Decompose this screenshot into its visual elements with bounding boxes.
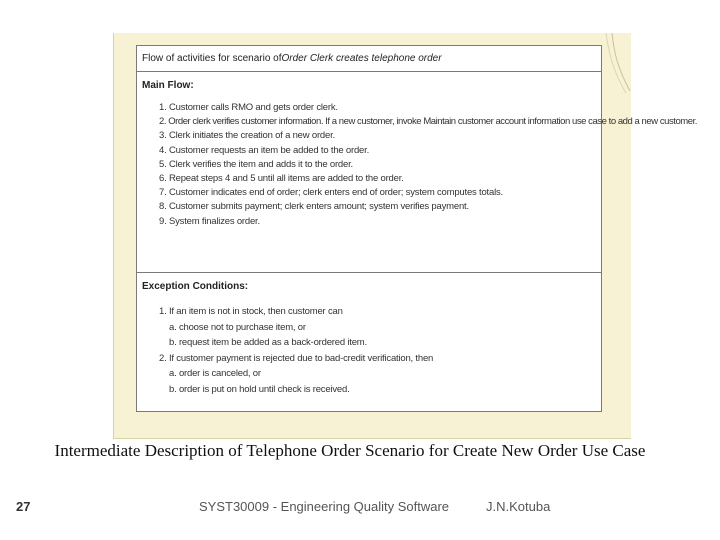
exception-heading: Exception Conditions: xyxy=(142,281,249,292)
main-flow-step: 9. System finalizes order. xyxy=(159,215,260,227)
exception-subitem: b. order is put on hold until check is received. xyxy=(169,383,350,395)
main-flow-step: 1. Customer calls RMO and gets order clerk. xyxy=(159,102,338,113)
exception-item: 2. If customer payment is rejected due to bad-credit verification, then xyxy=(159,352,434,364)
exception-subitem: a. order is canceled, or xyxy=(169,368,261,379)
main-flow-section xyxy=(137,72,697,273)
use-case-table xyxy=(136,45,697,412)
main-flow-step: 8. Customer submits payment; clerk enters amount; system verifies payment. xyxy=(159,201,469,213)
main-flow-step: 7. Customer indicates end of order; clerk enters end of order; system computes totals. xyxy=(159,187,503,199)
table-title-prefix: Flow of activities for scenario of xyxy=(142,53,282,64)
main-flow-step: 3. Clerk initiates the creation of a new order. xyxy=(159,130,335,142)
slide-number: 27 xyxy=(16,499,31,514)
page-curl-decoration xyxy=(600,33,632,93)
footer-author: J.N.Kotuba xyxy=(486,499,551,514)
main-flow-step: 2. Order clerk verifies customer information. If a new customer, invoke Maintain customer account information use case to add a new customer. xyxy=(159,116,697,128)
exception-list xyxy=(137,304,601,397)
main-flow-step: 5. Clerk verifies the item and adds it to the order. xyxy=(159,158,353,170)
exception-subitem: a. choose not to purchase item, or xyxy=(169,321,306,333)
table-title-scenario: Order Clerk creates telephone order xyxy=(281,53,442,64)
main-flow-step: 6. Repeat steps 4 and 5 until all items are added to the order. xyxy=(159,173,404,185)
main-flow-steps xyxy=(137,101,697,229)
exception-subitem: b. request item be added as a back-ordered item. xyxy=(169,337,367,348)
footer-course: SYST30009 - Engineering Quality Software xyxy=(199,499,450,514)
table-title xyxy=(137,46,601,72)
main-flow-heading: Main Flow: xyxy=(142,80,194,91)
exception-section xyxy=(137,273,601,397)
figure-caption: Intermediate Description of Telephone Order Scenario for Create New Order Use Case xyxy=(54,441,646,460)
exception-item: 1. If an item is not in stock, then customer can xyxy=(159,306,343,317)
main-flow-step: 4. Customer requests an item be added to the order. xyxy=(159,144,370,156)
